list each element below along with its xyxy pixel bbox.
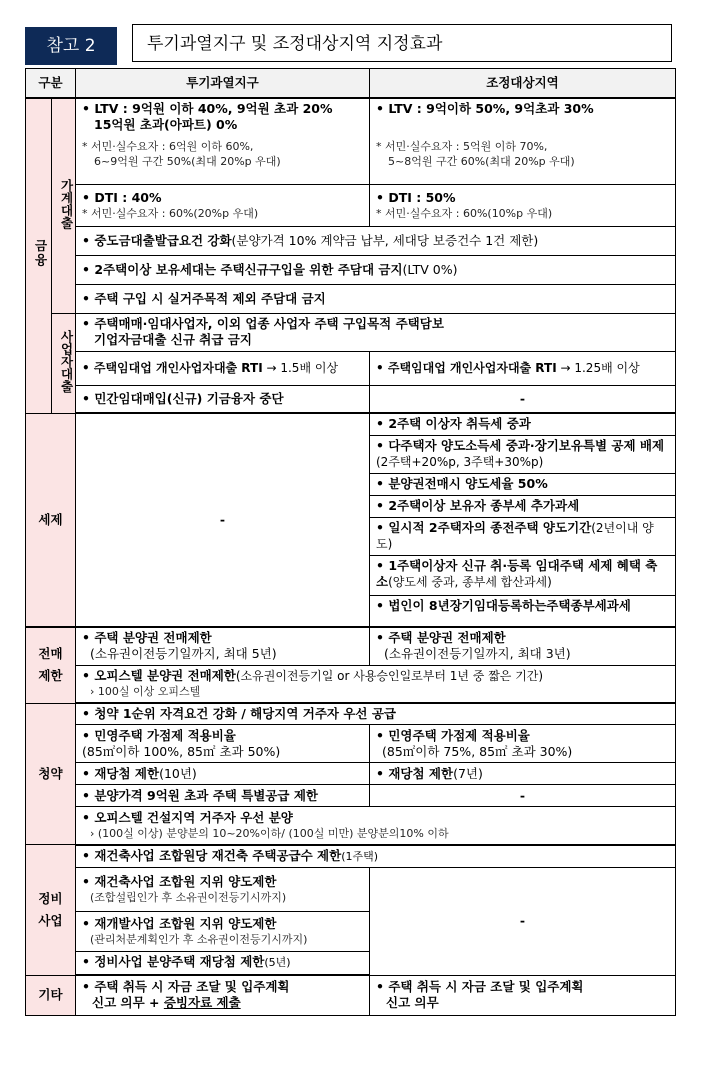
page-title: 투기과열지구 및 조정대상지역 지정효과	[132, 24, 672, 62]
cell-dti-adjusted	[370, 184, 676, 226]
cell-business-ban	[76, 313, 676, 351]
tax-item	[370, 474, 675, 496]
other-line: • 주택 취득 시 자금 조달 및 입주계획	[376, 979, 584, 994]
other-line: 신고 의무	[386, 995, 439, 1010]
table-row	[26, 226, 676, 255]
two-house-bold: • 2주택이상 보유세대는 주택신규구입을 위한 주담대 금지	[82, 261, 403, 277]
rebuild-transfer-note: (조합설립인가 후 소유권이전등기시까지)	[90, 890, 287, 904]
mid-loan-bold: • 중도금대출발급요건 강화	[82, 232, 232, 248]
cell-private-adjusted	[370, 725, 676, 763]
col-header-adjusted: 조정대상지역	[370, 69, 676, 99]
category-other: 기타	[26, 975, 76, 1015]
cell-officetel-resale	[76, 665, 676, 703]
business-ban-line: • 주택매매·임대사업자, 이외 업종 사업자 주택 구입목적 주택담보	[82, 316, 444, 331]
table-row	[26, 725, 676, 763]
dti-note: * 서민·실수요자 : 60%(10%p 우대)	[376, 206, 553, 220]
ltv-line: 15억원 초과(아파트) 0%	[94, 117, 238, 132]
category-label: 전매제한	[38, 646, 63, 684]
rti-bold: • 주택임대업 개인사업자대출 RTI	[376, 361, 557, 375]
rebuild-limit-rest: (1주택)	[341, 849, 379, 863]
cell-resale-adjusted	[370, 627, 676, 665]
reference-tag: 참고 2	[25, 27, 117, 65]
tax-item-bold: • 1주택이상자 신규 취·등록 임대주택 세제 혜택 축소	[376, 558, 658, 589]
category-label: 정비사업	[38, 890, 63, 928]
dti-note: * 서민·실수요자 : 60%(20%p 우대)	[82, 206, 259, 220]
table-row	[26, 807, 676, 845]
cell-price-limit: • 분양가격 9억원 초과 주택 특별공급 제한	[76, 785, 370, 807]
ltv-note: * 서민·실수요자 : 5억원 이하 70%,	[376, 140, 548, 153]
officetel-rest: (소유권이전등기일 or 사용승인일로부터 1년 중 짧은 기간)	[235, 669, 544, 684]
rebuild-transfer-bold: • 재건축사업 조합원 지위 양도제한	[82, 873, 277, 889]
cell-other-adjusted	[370, 975, 676, 1015]
cell-ltv-adjusted	[370, 98, 676, 184]
category-subscription: 청약	[26, 703, 76, 845]
subcategory-label: 사업자대출	[59, 329, 74, 393]
cell-first-rank: • 청약 1순위 자격요건 강화 / 해당지역 거주자 우선 공급	[76, 703, 676, 725]
table-row	[26, 703, 676, 725]
officetel-priority-note: › (100실 이상) 분양분의 10~20%이하/ (100실 미만) 분양분의10% 이하	[90, 826, 449, 840]
col-header-overheated: 투기과열지구	[76, 69, 370, 99]
private-bold: • 민영주택 가점제 적용비율	[376, 727, 530, 743]
private-rest: (85㎡이하 75%, 85㎡ 초과 30%)	[382, 743, 573, 759]
rewin-bold: • 재당첨 제한	[82, 765, 160, 781]
table-row	[26, 284, 676, 313]
cell-rewin-adjusted	[370, 763, 676, 785]
col-header-category: 구분	[26, 69, 76, 99]
mid-loan-rest: (분양가격 10% 계약금 납부, 세대당 보증건수 1건 제한)	[231, 232, 539, 248]
tax-item-bold: • 2주택 이상자 취득세 중과	[376, 416, 531, 431]
tax-item	[370, 596, 675, 624]
cell-private-rent-adjusted: -	[370, 385, 676, 413]
category-label: 금융	[33, 239, 48, 269]
tax-item	[370, 556, 675, 596]
table-row	[26, 313, 676, 351]
cell-mid-loan	[76, 226, 676, 255]
category-redevelopment	[26, 845, 76, 976]
rti-bold: • 주택임대업 개인사업자대출 RTI	[82, 361, 263, 375]
officetel-note: › 100실 이상 오피스텔	[90, 685, 201, 699]
category-finance	[26, 98, 52, 413]
table-row	[26, 255, 676, 284]
redev-transfer-bold: • 재개발사업 조합원 지위 양도제한	[82, 915, 277, 931]
tax-item-rest: (2년이내 양도)	[376, 521, 654, 551]
ltv-line: • LTV : 9억이하 50%, 9억초과 30%	[376, 101, 594, 116]
officetel-priority-bold: • 오피스텔 건설지역 거주자 우선 분양	[82, 809, 293, 825]
rewin-bold: • 재당첨 제한	[376, 765, 454, 781]
cell-rti-adjusted	[370, 351, 676, 385]
table-row	[26, 845, 676, 868]
table-row	[26, 763, 676, 785]
subcategory-business	[52, 313, 76, 413]
tax-item-bold: • 법인이 8년장기임대등록하는주택종부세과세	[376, 598, 631, 613]
cell-redev-rewin	[76, 951, 370, 975]
private-bold: • 민영주택 가점제 적용비율	[82, 727, 236, 743]
ltv-note: 6~9억원 구간 50%(최대 20%p 우대)	[94, 155, 281, 168]
cell-price-limit-adjusted: -	[370, 785, 676, 807]
rti-rest: → 1.5배 이상	[262, 361, 339, 375]
redev-transfer-note: (관리처분계획인가 후 소유권이전등기시까지)	[90, 932, 308, 946]
cell-rewin-overheated	[76, 763, 370, 785]
table-row	[26, 975, 676, 1015]
table-row	[26, 627, 676, 665]
cell-purchase: • 주택 구입 시 실거주목적 제외 주담대 금지	[76, 284, 676, 313]
tax-item-rest: (2주택+20%p, 3주택+30%p)	[376, 455, 544, 469]
resale-bold: • 주택 분양권 전매제한	[376, 630, 506, 646]
cell-ltv-overheated	[76, 98, 370, 184]
cell-redevelopment-adjusted: -	[370, 867, 676, 975]
header-row	[26, 69, 676, 99]
table-row	[26, 413, 676, 627]
tax-item-bold: • 2주택이상 보유자 종부세 추가과세	[376, 498, 580, 513]
officetel-bold: • 오피스텔 분양권 전매제한	[82, 668, 236, 684]
ltv-note: * 서민·실수요자 : 6억원 이하 60%,	[82, 140, 254, 153]
redev-rewin-bold: • 정비사업 분양주택 재당첨 제한	[82, 954, 265, 970]
table-row	[26, 98, 676, 184]
business-ban-line: 기업자금대출 신규 취급 금지	[94, 332, 252, 347]
other-line-underline: 증빙자료 제출	[163, 995, 241, 1011]
cell-rti-overheated	[76, 351, 370, 385]
cell-redev-transfer	[76, 911, 370, 951]
category-tax: 세제	[26, 413, 76, 627]
rewin-rest: (10년)	[159, 765, 197, 781]
tax-item-bold: • 일시적 2주택자의 종전주택 양도기간	[376, 520, 592, 535]
tax-list	[370, 414, 675, 624]
category-resale	[26, 627, 76, 703]
subcategory-household	[52, 98, 76, 313]
two-house-rest: (LTV 0%)	[402, 261, 458, 277]
rebuild-limit-bold: • 재건축사업 조합원당 재건축 주택공급수 제한	[82, 847, 342, 863]
cell-dti-overheated	[76, 184, 370, 226]
table-row	[26, 184, 676, 226]
cell-tax-adjusted	[370, 413, 676, 627]
tax-item	[370, 518, 675, 556]
tax-item	[370, 496, 675, 518]
other-line: 신고 의무 +	[92, 995, 164, 1011]
cell-rebuild-transfer	[76, 867, 370, 911]
tax-item-bold: • 분양권전매시 양도세율 50%	[376, 476, 548, 491]
other-line: • 주택 취득 시 자금 조달 및 입주계획	[82, 979, 290, 995]
cell-private-rent: • 민간임대매입(신규) 기금융자 중단	[76, 385, 370, 413]
title-bar	[25, 24, 675, 66]
resale-bold: • 주택 분양권 전매제한	[82, 630, 212, 646]
dti-line: • DTI : 40%	[82, 189, 162, 205]
cell-tax-overheated: -	[76, 413, 370, 627]
table-row	[26, 351, 676, 385]
table-row	[26, 665, 676, 703]
cell-resale-overheated	[76, 627, 370, 665]
tax-item	[370, 414, 675, 436]
ltv-line: • LTV : 9억원 이하 40%, 9억원 초과 20%	[82, 101, 333, 116]
tax-item-rest: (양도세 중과, 종부세 합산과세)	[388, 575, 552, 589]
cell-officetel-priority	[76, 807, 676, 845]
resale-rest: (소유권이전등기일까지, 최대 3년)	[384, 646, 571, 662]
policy-table	[25, 68, 676, 1016]
rewin-rest: (7년)	[453, 765, 483, 781]
cell-two-house	[76, 255, 676, 284]
subcategory-label: 가계대출	[59, 178, 74, 229]
private-rest: (85㎡이하 100%, 85㎡ 초과 50%)	[82, 743, 281, 759]
ltv-note: 5~8억원 구간 60%(최대 20%p 우대)	[388, 155, 575, 168]
resale-rest: (소유권이전등기일까지, 최대 5년)	[90, 646, 277, 662]
tax-item	[370, 436, 675, 474]
cell-private-overheated	[76, 725, 370, 763]
dti-line: • DTI : 50%	[376, 189, 456, 205]
cell-other-overheated	[76, 975, 370, 1015]
tax-item-bold: • 다주택자 양도소득세 중과·장기보유특별 공제 배제	[376, 438, 665, 453]
table-row	[26, 785, 676, 807]
redev-rewin-rest: (5년)	[264, 956, 291, 970]
cell-rebuild-limit	[76, 845, 676, 868]
rti-rest: → 1.25배 이상	[556, 361, 640, 375]
table-row	[26, 867, 676, 911]
table-row	[26, 385, 676, 413]
